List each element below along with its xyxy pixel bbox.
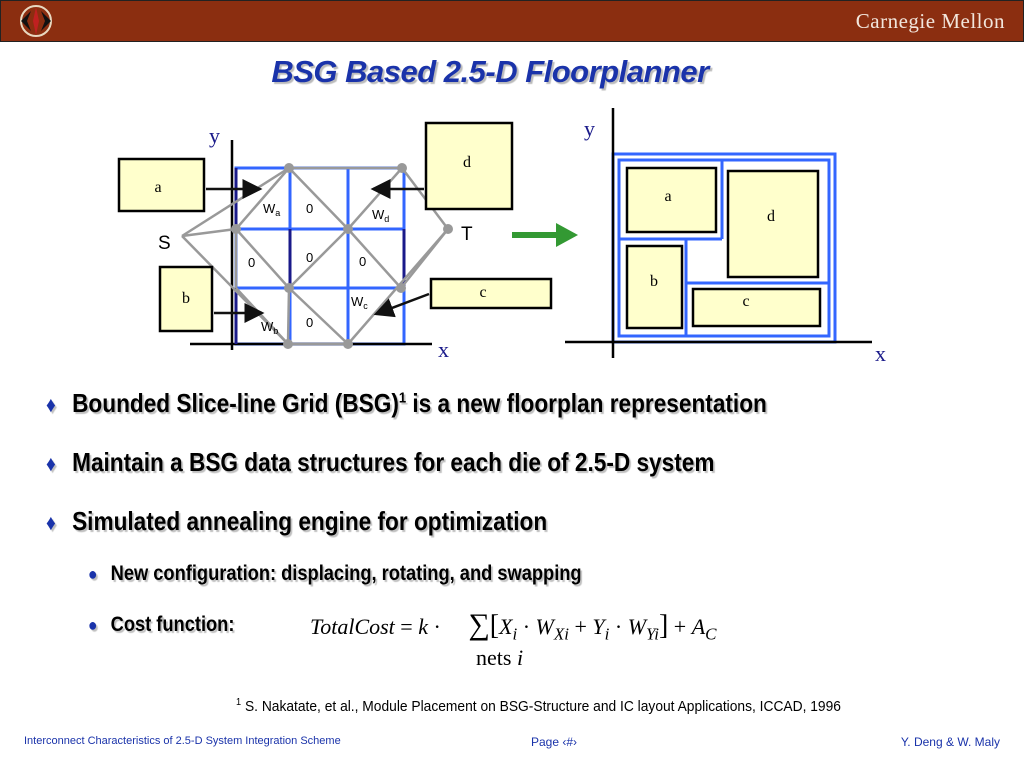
sub-bullet-cost: ● Cost function: [88, 613, 235, 636]
diamond-bullet-icon: ♦ [46, 392, 56, 417]
zero-label: 0 [306, 250, 314, 265]
weight-wb: $W_b$ [261, 319, 279, 336]
right-x-label: x [875, 341, 886, 366]
zero-label: 0 [248, 255, 256, 270]
zero-label: 0 [306, 315, 314, 330]
weight-wa: $W_a$ [263, 201, 281, 218]
floorplan-diagram [0, 0, 1024, 380]
block-c [431, 279, 551, 308]
right-block-d-label: d [767, 208, 775, 225]
diamond-bullet-icon: ♦ [46, 510, 56, 535]
dot-bullet-icon: ● [88, 615, 98, 635]
slide-title: BSG Based 2.5-D Floorplanner [271, 54, 709, 89]
dot-bullet-icon: ● [88, 564, 98, 584]
right-block-c-label: c [742, 293, 750, 310]
cost-formula: TotalCost = $k \cdot \sum[X_i \cdot W_{Xi} + Y_i \cdot W_{Yi}] + A_C$ [310, 608, 717, 644]
right-block-b-label: b [650, 273, 658, 290]
right-y-label: y [584, 116, 595, 141]
bullet-bsg: ♦ Bounded Slice-line Grid (BSG)$^1$ is a new floorplan representation [46, 388, 767, 418]
left-y-label: y [209, 123, 220, 148]
sub-bullet-configuration: ● New configuration: displacing, rotating, and swapping [88, 562, 582, 585]
left-x-label: x [438, 337, 449, 362]
block-c-label: c [479, 284, 487, 301]
transform-arrow-icon [512, 223, 578, 247]
bullet-annealing: ♦ Simulated annealing engine for optimization [46, 506, 548, 536]
zero-label: 0 [359, 254, 367, 269]
right-block-a-label: a [664, 188, 672, 205]
sum-index: nets i [476, 645, 524, 670]
right-block-b [627, 246, 682, 328]
zero-label: 0 [306, 201, 314, 216]
diamond-bullet-icon: ♦ [46, 451, 56, 476]
source-label: S [158, 233, 171, 254]
block-a [119, 159, 204, 211]
footer-left: Interconnect Characteristics of 2.5-D System Integration Scheme [24, 735, 341, 747]
weight-wd: $W_d$ [372, 207, 390, 224]
block-b [160, 267, 212, 331]
block-a-label: a [154, 179, 162, 196]
weight-wc: $W_c$ [351, 294, 368, 311]
block-b-label: b [182, 290, 190, 307]
constraint-graph-edges [182, 168, 448, 344]
footnote: $^1$ S. Nakatate, et al., Module Placement on BSG-Structure and IC layout Applications, ICCAD, 1996 [236, 697, 841, 715]
footer-right: Y. Deng & W. Maly [900, 735, 1000, 749]
right-block-a [627, 168, 716, 232]
footer-page: Page ‹#› [531, 735, 578, 749]
right-block-d [728, 171, 818, 277]
brand-name: Carnegie Mellon [855, 9, 1005, 33]
block-d-label: d [463, 154, 471, 171]
bullet-data-structures: ♦ Maintain a BSG data structures for each die of 2.5-D system [46, 447, 715, 477]
target-label: T [461, 224, 473, 245]
right-block-c [693, 289, 820, 326]
block-d [426, 123, 512, 209]
